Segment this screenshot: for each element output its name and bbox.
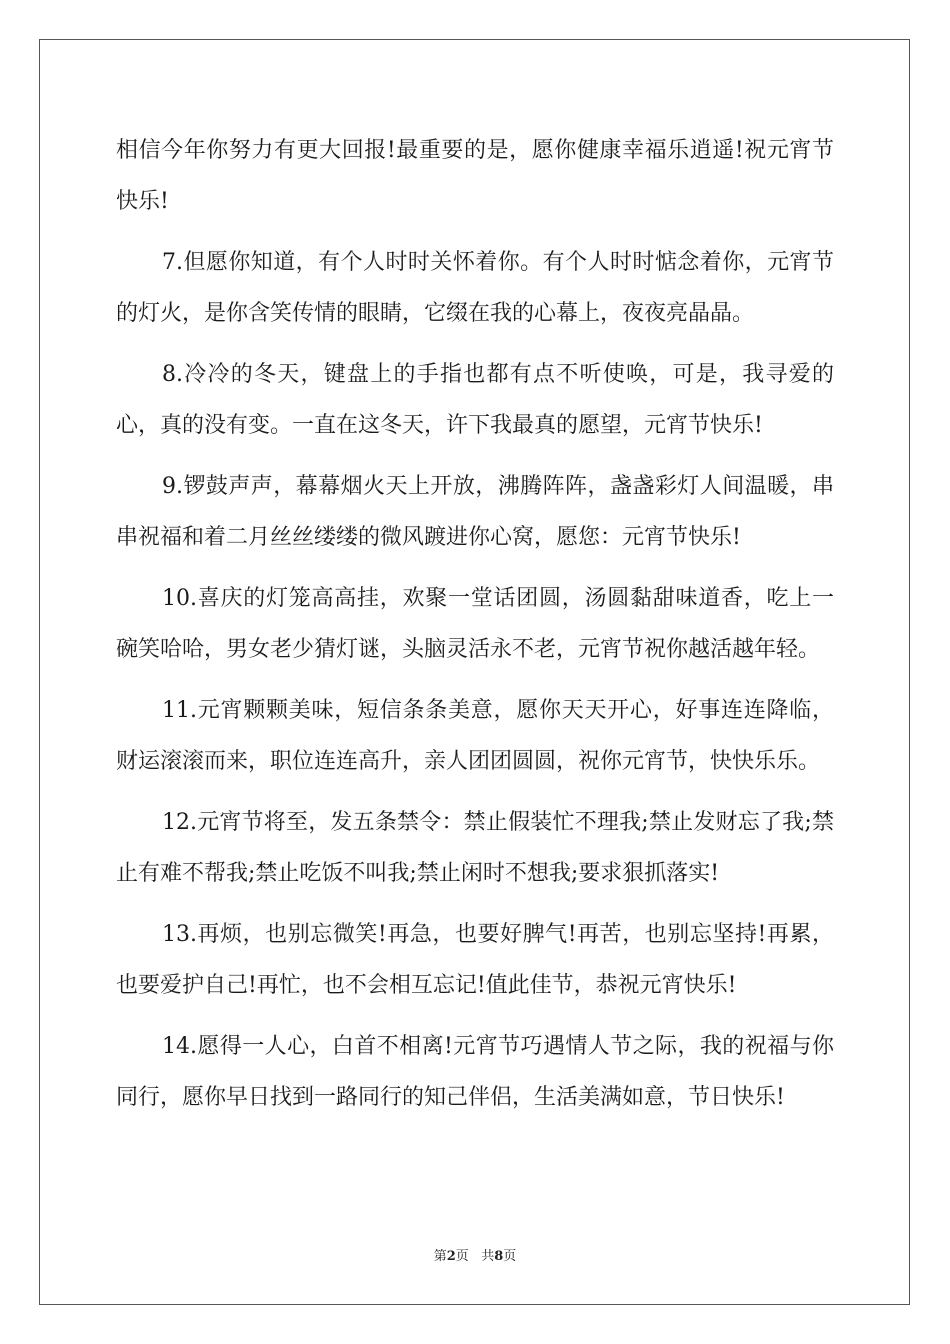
total-prefix: 共 <box>481 1249 495 1264</box>
paragraph-12: 12.元宵节将至，发五条禁令：禁止假装忙不理我;禁止发财忘了我;禁止有难不帮我;禁止吃饭不叫我;禁止闲时不想我;要求狠抓落实! <box>116 810 834 886</box>
page-footer <box>0 1245 950 1264</box>
paragraph-1: 相信今年你努力有更大回报!最重要的是，愿你健康幸福乐逍遥!祝元宵节快乐! <box>116 138 834 214</box>
paragraph-14: 14.愿得一人心，白首不相离!元宵节巧遇情人节之际，我的祝福与你同行，愿你早日找到一路同行的知己伴侣，生活美满如意，节日快乐! <box>116 1034 834 1110</box>
page-prefix: 第 <box>433 1249 447 1264</box>
document-body <box>116 125 834 1133</box>
paragraph-10: 10.喜庆的灯笼高高挂，欢聚一堂话团圆，汤圆黏甜味道香，吃上一碗笑哈哈，男女老少猜灯谜，头脑灵活永不老，元宵节祝你越活越年轻。 <box>116 586 834 662</box>
paragraph-13: 13.再烦，也别忘微笑!再急，也要好脾气!再苦，也别忘坚持!再累，也要爱护自己!再忙，也不会相互忘记!值此佳节，恭祝元宵快乐! <box>116 922 834 998</box>
total-suffix: 页 <box>503 1249 517 1264</box>
paragraph-8: 8.冷冷的冬天，键盘上的手指也都有点不听使唤，可是，我寻爱的心，真的没有变。一直在这冬天，许下我最真的愿望，元宵节快乐! <box>116 362 834 438</box>
page-number: 2 <box>446 1249 456 1264</box>
total-pages: 8 <box>494 1249 504 1264</box>
paragraph-7: 7.但愿你知道，有个人时时关怀着你。有个人时时惦念着你，元宵节的灯火，是你含笑传情的眼睛，它缀在我的心幕上，夜夜亮晶晶。 <box>116 250 834 326</box>
page-suffix: 页 <box>455 1249 469 1264</box>
paragraph-9: 9.锣鼓声声，幕幕烟火天上开放，沸腾阵阵，盏盏彩灯人间温暖，串串祝福和着二月丝丝缕缕的微风踱进你心窝，愿您：元宵节快乐! <box>116 474 834 550</box>
paragraph-11: 11.元宵颗颗美味，短信条条美意，愿你天天开心，好事连连降临，财运滚滚而来，职位连连高升，亲人团团圆圆，祝你元宵节，快快乐乐。 <box>116 698 834 774</box>
